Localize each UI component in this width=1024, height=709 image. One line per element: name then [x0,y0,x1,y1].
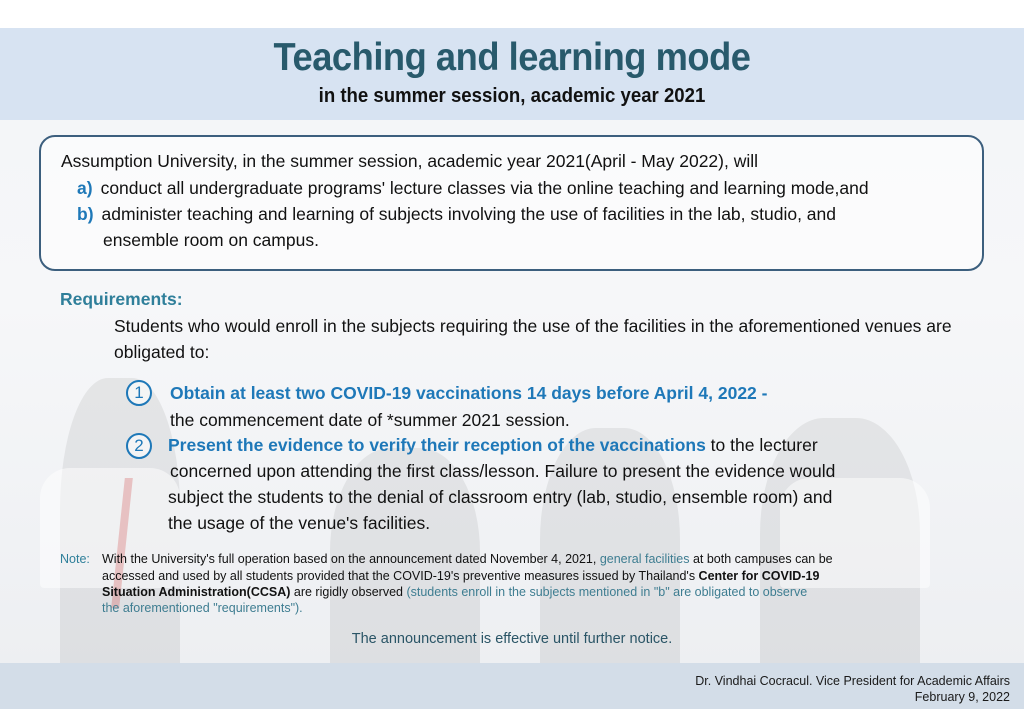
announcement-slide [0,28,1024,709]
note-text: at both campuses can be [689,552,833,566]
requirement-1-line: the commencement date of *summer 2021 session. [170,410,570,430]
page-subtitle: in the summer session, academic year 2021 [318,85,706,107]
note-line [102,569,819,583]
note-bold: Situation Administration(CCSA) [102,585,291,599]
note-text: are rigidly observed [290,585,407,599]
item-text-b: administer teaching and learning of subjects involving the use of facilities in the lab, studio, and [101,204,837,224]
number-circle-1-icon: 1 [126,380,152,406]
requirement-2-title: Present the evidence to verify their reception of the vaccinations [168,435,706,455]
item-text-b-continuation: ensemble room on campus. [103,230,319,250]
announcement-intro: Assumption University, in the summer session, academic year 2021(April - May 2022), will [61,151,759,171]
announcement-box [39,135,984,271]
requirements-intro: Students who would enroll in the subjects requiring the use of the facilities in the aforementioned venues are obligated to: [114,316,952,362]
item-marker-a: a) [77,178,93,198]
announcement-item-b [77,204,836,225]
note-label: Note: [60,552,90,566]
announcement-item-a [77,178,869,199]
requirement-2-first-line [168,435,818,456]
requirements-heading: Requirements: [60,289,183,309]
note-line [102,552,833,566]
requirement-2-rest: to the lecturer [705,435,818,455]
note-line: the aforementioned "requirements"). [102,601,303,615]
requirement-2-line: the usage of the venue's facilities. [168,513,431,533]
note-bold: Center for COVID-19 [698,569,820,583]
note-highlight: (students enroll in the subjects mentioned in "b" are obligated to observe [406,585,808,599]
item-marker-b: b) [77,204,94,224]
note-highlight: general facilities [599,552,690,566]
number-circle-2-icon: 2 [126,433,152,459]
requirement-2-line: subject the students to the denial of classroom entry (lab, studio, ensemble room) and [168,487,833,507]
requirement-1-title: Obtain at least two COVID-19 vaccinations 14 days before April 4, 2022 - [170,383,768,403]
item-text-a: conduct all undergraduate programs' lecture classes via the online teaching and learning mode,and [100,178,869,198]
page-title: Teaching and learning mode [273,36,751,79]
note-text: With the University's full operation based on the announcement dated November 4, 2021, [102,552,600,566]
header-band [0,28,1024,120]
effective-notice: The announcement is effective until further notice. [351,631,673,647]
requirement-2-line: concerned upon attending the first class/lesson. Failure to present the evidence would [170,461,836,481]
signature-date: February 9, 2022 [914,690,1010,704]
signatory: Dr. Vindhai Cocracul. Vice President for Academic Affairs [695,674,1010,688]
note-line [102,585,807,599]
footer-band [0,663,1024,709]
note-text: accessed and used by all students provided that the COVID-19's preventive measures issued by Thailand's [102,569,699,583]
